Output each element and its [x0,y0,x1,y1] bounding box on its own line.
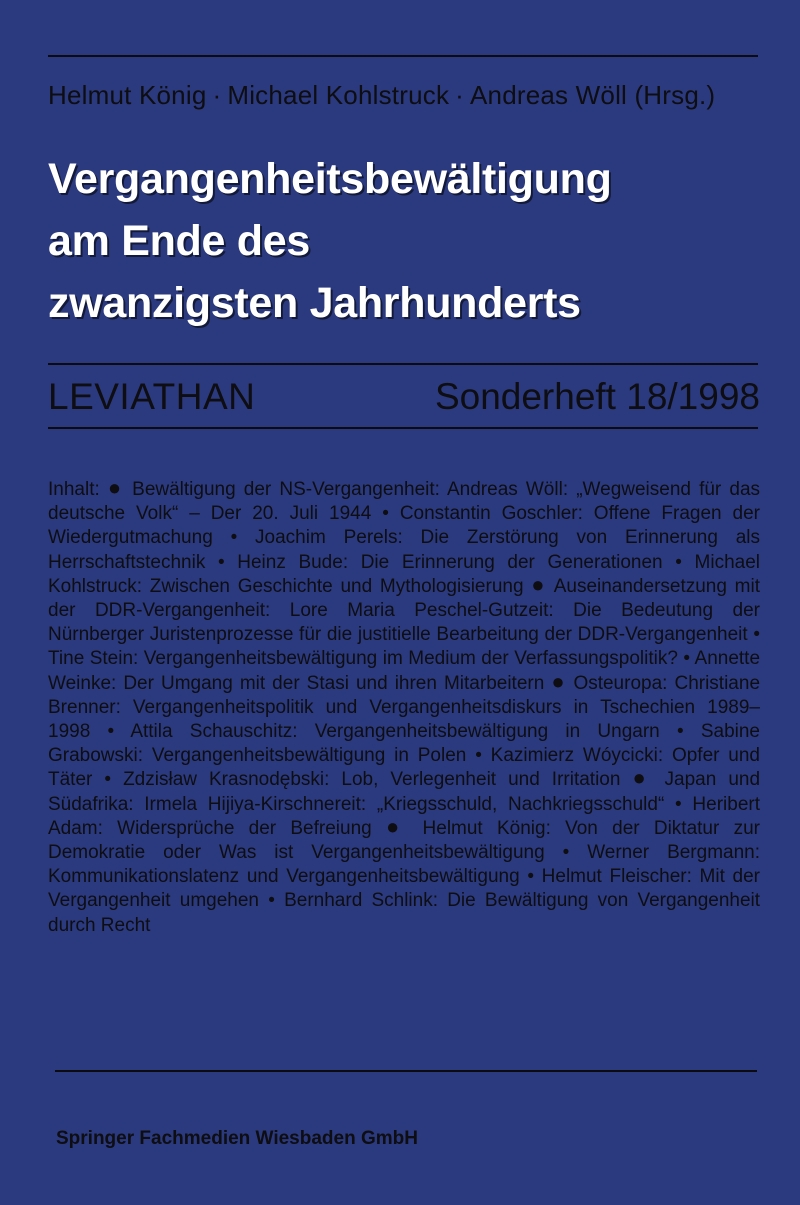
publisher-name: Springer Fachmedien Wiesbaden GmbH [56,1128,418,1149]
contents-entry: Japan und Südafrika: Irmela Hijiya-Kirschnereit: „Kriegsschuld, Nachkriegsschuld“ [48,769,761,815]
contents-bullet: • [675,551,682,573]
contents-bullet: • [753,624,760,646]
contents-bullet: • [675,793,682,815]
contents-entry: Michael Kohlstruck: Zwischen Geschichte und Mythologisierung [48,551,761,597]
contents-bullet: • [217,551,225,573]
table-of-contents [48,475,761,938]
contents-entry: Bernhard Schlink: Die Bewältigung von Vergangenheit durch Recht [48,890,761,936]
contents-entry: Attila Schauschitz: Vergangenheitsbewältigung in Ungarn [130,721,660,743]
contents-entry: Sabine Grabowski: Vergangenheitsbewältigung in Polen [48,721,760,767]
book-title [48,148,768,334]
contents-bullet: • [683,648,691,670]
contents-bullet: • [104,769,112,791]
series-bottom-rule [48,427,758,429]
contents-entry: Zdzisław Krasnodębski: Lob, Verlegenheit und Irritation [123,769,621,791]
contents-bullet: • [475,745,482,767]
series-name: LEVIATHAN [48,376,256,417]
contents-entry: Kazimierz Wóycicki: Opfer und Täter [48,745,760,791]
contents-bullet: • [527,866,534,888]
contents-bullet: • [382,503,389,525]
contents-bullet: • [268,890,275,912]
contents-bullet: • [107,721,115,743]
contents-entry: Constantin Goschler: Offene Fragen der Wiedergutmachung [48,503,761,549]
title-line: am Ende des [48,217,310,265]
contents-bullet: ● [107,475,125,500]
title-line: zwanzigsten Jahrhunderts [48,279,581,327]
series-issue: Sonderheft 18/1998 [434,376,760,417]
contents-bullet: ● [531,571,548,597]
contents-label: Inhalt: [48,479,100,500]
editor-separator: · [212,80,222,110]
contents-entry: Heinz Bude: Die Erinnerung der Generationen [237,551,663,573]
editor-separator: · [455,80,464,110]
top-rule [48,55,758,57]
contents-bullet: • [230,527,238,549]
contents-entry: Osteuropa: Christiane Brenner: Vergangenheitspolitik und Vergangenheitsdiskurs in Tschechien 1989–1998 [48,672,761,743]
contents-bullet: ● [385,813,409,839]
editor-name: Andreas Wöll (Hrsg.) [470,80,716,110]
series-top-rule [48,363,758,365]
bottom-rule [55,1070,757,1072]
contents-entry: Tine Stein: Vergangenheitsbewältigung im Medium der Verfassungspolitik? [48,648,678,670]
contents-entry: Joachim Perels: Die Zerstörung von Erinnerung als Herrschaftstechnik [48,527,761,573]
contents-entry: Auseinandersetzung mit der DDR-Vergangenheit: Lore Maria Peschel-Gutzeit: Die Bedeutung der Nürnberger Juristenprozesse für die justitielle Bearbeitung der DDR-Vergangenheit [48,575,760,646]
contents-entry: Werner Bergmann: Kommunikationslatenz und Vergangenheitsbewältigung [48,842,761,888]
editors-line [48,80,768,111]
series-line [48,376,760,424]
contents-entry: Annette Weinke: Der Umgang mit der Stasi und ihren Mitarbeitern [48,648,761,694]
contents-bullet: ● [632,765,653,791]
contents-entry: Helmut König: Von der Diktatur zur Demokratie oder Was ist Vergangenheitsbewältigung [48,817,760,864]
contents-bullet: • [676,721,684,743]
contents-entry: Bewältigung der NS-Vergangenheit: Andreas Wöll: „Wegweisend für das deutsche Volk“ – Der 20. Juli 1944 [48,479,761,525]
contents-entry: Heribert Adam: Widersprüche der Befreiung [48,793,760,839]
contents-entry: Helmut Fleischer: Mit der Vergangenheit umgehen [48,866,760,912]
contents-bullet: • [562,842,570,864]
title-line: Vergangenheitsbewältigung [48,155,612,203]
contents-bullet: ● [551,668,567,694]
editor-name: Helmut König [48,80,207,110]
editor-name: Michael Kohlstruck [227,80,450,110]
